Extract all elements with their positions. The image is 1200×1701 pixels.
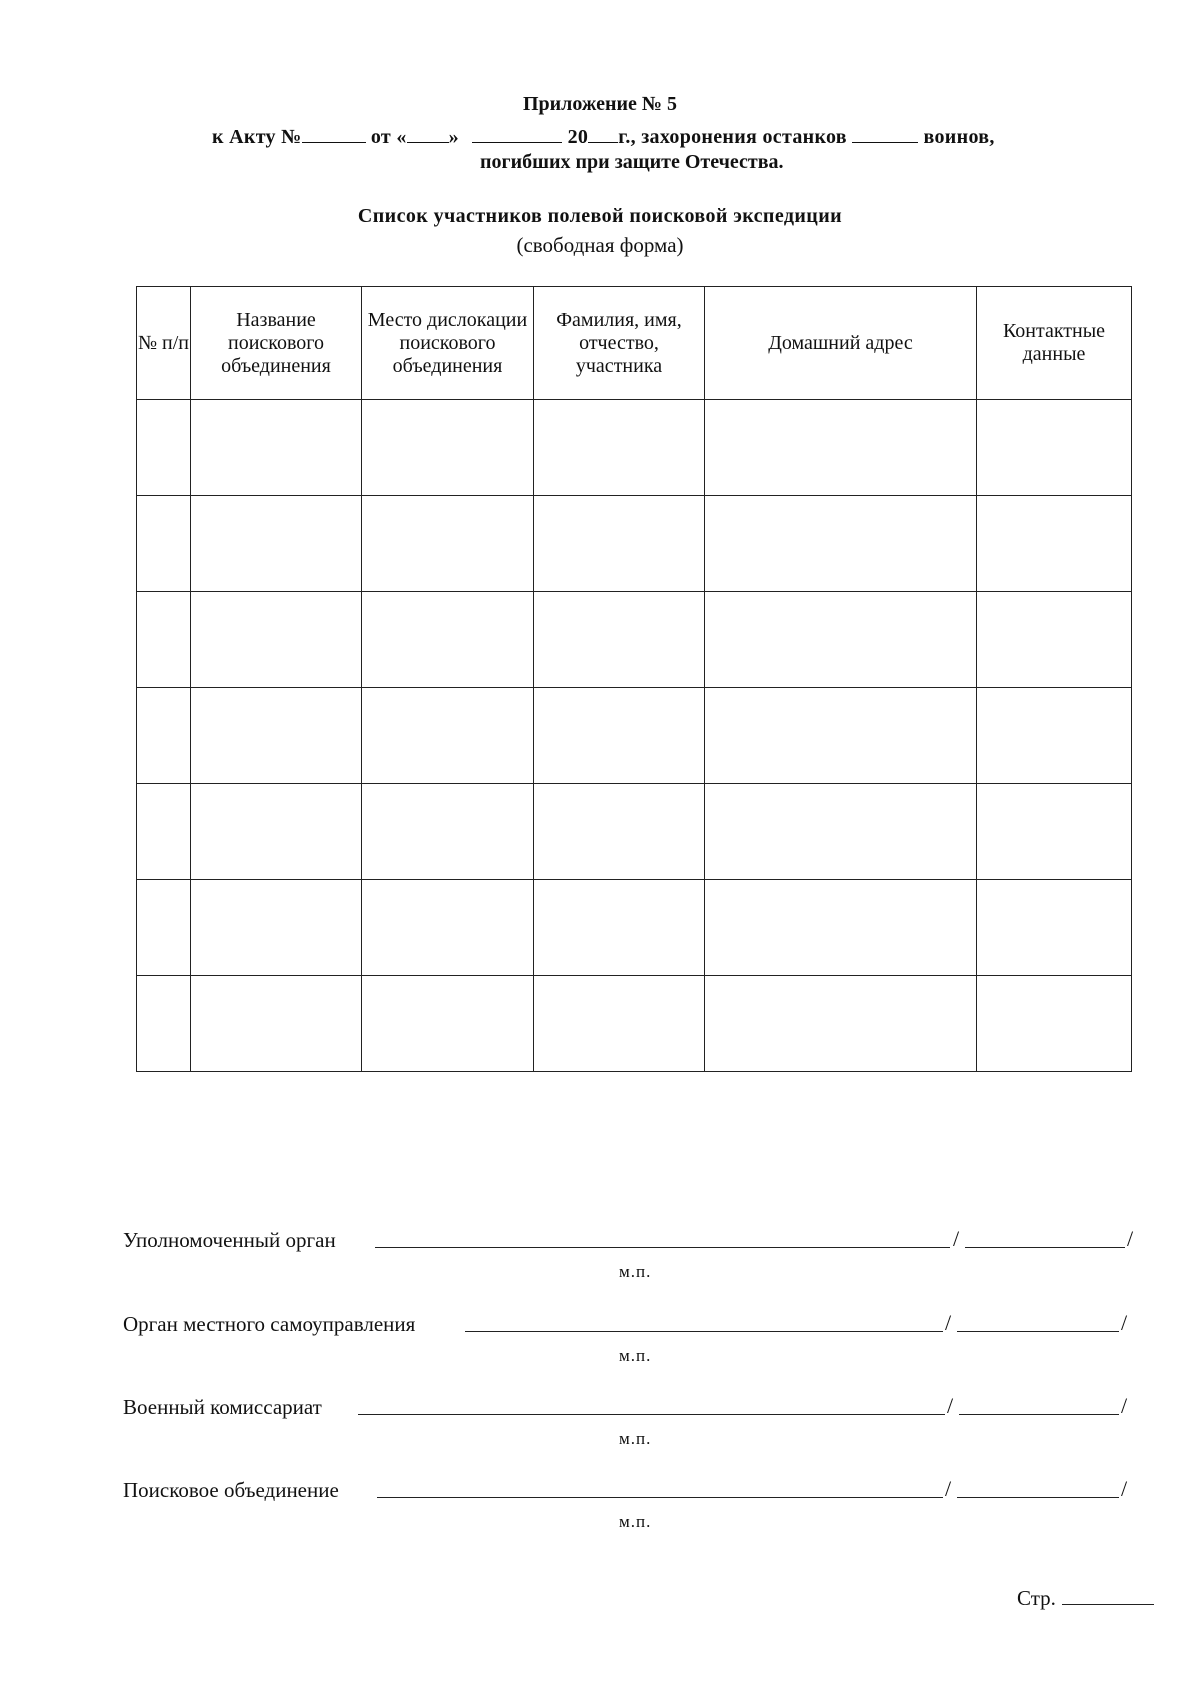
table-cell[interactable] [534,880,705,976]
table-cell[interactable] [191,592,362,688]
table-cell[interactable] [977,688,1132,784]
table-row [137,496,1132,592]
table-cell[interactable] [191,880,362,976]
col-header-location: Место дислокации поискового объединения [362,287,534,400]
slash-divider: / [945,1310,952,1335]
table-cell[interactable] [362,400,534,496]
table-row [137,592,1132,688]
page-number [1017,1586,1154,1611]
signature-line[interactable] [358,1414,945,1415]
col-header-org-name: Название поискового объединения [191,287,362,400]
signature-authorized-body [123,1228,1153,1253]
slash-divider: / [947,1393,954,1418]
table-cell[interactable] [705,688,977,784]
act-year: 20 [567,126,589,148]
signature-label: Поисковое объединение [123,1478,339,1502]
table-cell[interactable] [705,592,977,688]
table-cell[interactable] [534,688,705,784]
table-cell[interactable] [362,496,534,592]
table-cell[interactable] [977,400,1132,496]
act-month-blank[interactable] [472,124,562,143]
act-quote-close: » [448,126,459,148]
col-header-contacts: Контактные данные [977,287,1132,400]
stamp-mark: м.п. [619,1512,652,1531]
slash-divider: / [1121,1310,1128,1335]
table-cell[interactable] [705,880,977,976]
table-cell[interactable] [977,976,1132,1072]
act-warriors: воинов, [923,126,995,148]
table-cell[interactable] [534,784,705,880]
table-cell[interactable] [137,784,191,880]
act-day-blank[interactable] [407,124,449,143]
table-cell[interactable] [362,784,534,880]
table-cell[interactable] [534,592,705,688]
table-cell[interactable] [705,496,977,592]
signature-line[interactable] [465,1331,943,1332]
act-number-blank[interactable] [302,124,366,143]
page-label: Стр. [1017,1586,1056,1610]
participants-table [136,286,1132,1072]
table-cell[interactable] [191,976,362,1072]
col-header-address: Домашний адрес [705,287,977,400]
table-cell[interactable] [137,976,191,1072]
slash-divider: / [1121,1393,1128,1418]
table-row [137,400,1132,496]
slash-divider: / [1127,1226,1134,1251]
table-cell[interactable] [362,880,534,976]
table-header-row [137,287,1132,400]
signature-local-government [123,1312,1153,1337]
col-header-number: № п/п [137,287,191,400]
table-row [137,784,1132,880]
table-row [137,688,1132,784]
table-cell[interactable] [137,592,191,688]
table-cell[interactable] [191,688,362,784]
act-rest: г., захоронения останков [618,126,847,148]
table-cell[interactable] [137,880,191,976]
table-cell[interactable] [191,784,362,880]
appendix-title: Приложение № 5 [522,93,678,115]
table-cell[interactable] [977,592,1132,688]
slash-divider: / [1121,1476,1128,1501]
slash-divider: / [953,1226,960,1251]
table-cell[interactable] [705,976,977,1072]
name-line[interactable] [959,1414,1119,1415]
fallen-line: погибших при защите Отечества. [480,151,784,173]
table-row [137,880,1132,976]
col-header-full-name: Фамилия, имя, отчество, участника [534,287,705,400]
name-line[interactable] [957,1331,1119,1332]
table-cell[interactable] [362,976,534,1072]
act-from: от « [370,126,407,148]
signature-label: Орган местного самоуправления [123,1312,416,1336]
table-cell[interactable] [977,784,1132,880]
table-cell[interactable] [362,688,534,784]
list-title: Список участников полевой поисковой экспедиции [357,205,843,227]
act-count-blank[interactable] [852,124,918,143]
table-cell[interactable] [977,880,1132,976]
signature-military-commissariat [123,1395,1153,1420]
table-cell[interactable] [362,592,534,688]
table-cell[interactable] [137,400,191,496]
name-line[interactable] [965,1247,1125,1248]
signature-search-association [123,1478,1153,1503]
act-prefix: к Акту № [212,126,302,148]
signature-line[interactable] [375,1247,950,1248]
table-cell[interactable] [977,496,1132,592]
table-cell[interactable] [534,400,705,496]
table-cell[interactable] [137,688,191,784]
act-year-blank[interactable] [588,124,618,143]
page-number-blank[interactable] [1062,1586,1154,1605]
signature-line[interactable] [377,1497,943,1498]
signature-label: Военный комиссариат [123,1395,322,1419]
signature-label: Уполномоченный орган [123,1228,336,1252]
table-row [137,976,1132,1072]
table-cell[interactable] [705,400,977,496]
form-type: (свободная форма) [516,233,684,257]
table-cell[interactable] [191,496,362,592]
stamp-mark: м.п. [619,1429,652,1448]
table-cell[interactable] [534,976,705,1072]
stamp-mark: м.п. [619,1262,652,1281]
slash-divider: / [945,1476,952,1501]
table-cell[interactable] [705,784,977,880]
table-cell[interactable] [137,496,191,592]
stamp-mark: м.п. [619,1346,652,1365]
act-reference-line [212,124,1112,149]
name-line[interactable] [957,1497,1119,1498]
table-cell[interactable] [534,496,705,592]
table-cell[interactable] [191,400,362,496]
